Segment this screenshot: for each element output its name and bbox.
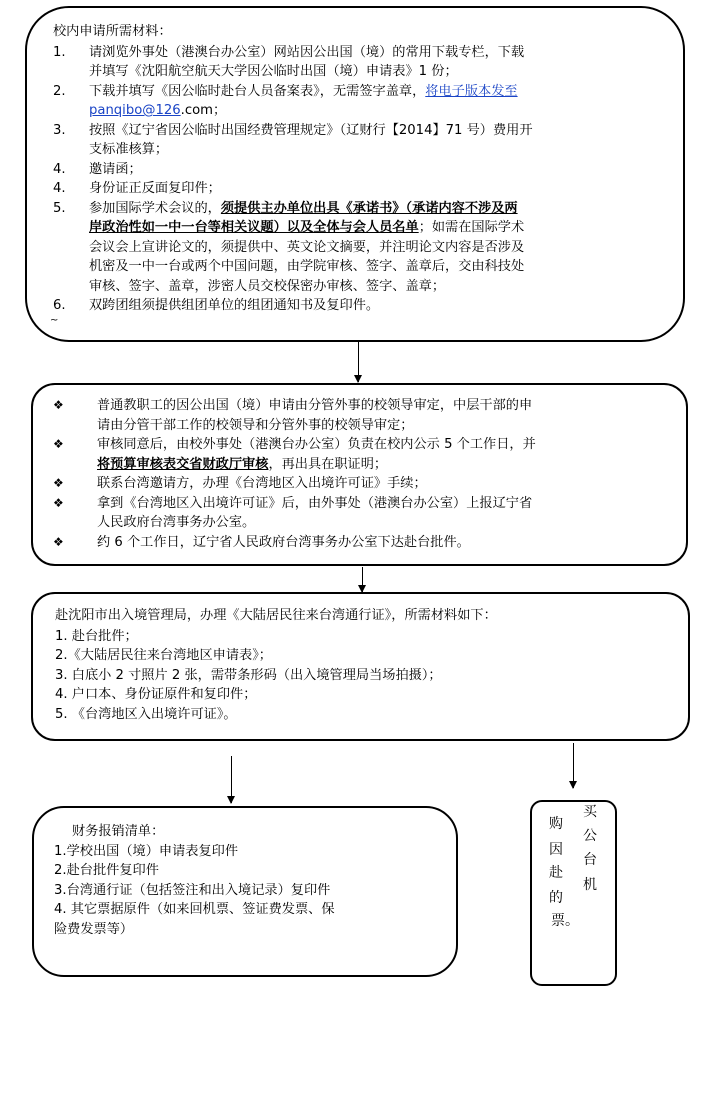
list-item: 2.《大陆居民往来台湾地区申请表》； [55,648,272,663]
stray-mark: ~ [50,315,59,326]
send-email-link[interactable]: 将电子版本发至 [425,83,518,99]
arrow-down-icon [358,342,359,382]
list-item: 1.学校出国（境）申请表复印件 [54,843,239,859]
email-address-link[interactable]: panqibo@126 [89,103,181,118]
diamond-bullet-icon: ❖ [53,437,64,451]
diamond-bullet-icon: ❖ [53,476,64,490]
vertical-text-right: 买 公 台 机 [583,804,597,893]
vertical-text-left: 购 因 赴 的 票。 [549,816,579,929]
list-item: 1. 请浏览外事处（港澳台办公室）网站因公出国（境）的常用下载专栏，下载 并填写《沈阳航空航天大学因公临时出国（境）申请表》1 份； [53,44,525,79]
list-item: 3. 白底小 2 寸照片 2 张，需带条形码（出入境管理局当场拍摄）； [55,667,442,683]
diamond-bullet-icon: ❖ [53,534,64,549]
campus-application-box [25,6,685,342]
approval-process-box [31,383,688,566]
list-item: 1. 赴台批件； [55,628,138,644]
pass-application-box [31,592,690,741]
list-item: 4. 户口本、身份证原件和复印件； [55,687,257,702]
list-item: ❖ 普通教职工的因公出国（境）申请由分管外事的校领导审定，中层干部的申 请由分管干部工作的校领导和分管外事的校领导审定； [53,398,533,433]
list-item: ❖ 约 6 个工作日，辽宁省人民政府台湾事务办公室下达赴台批件。 [53,533,670,553]
list-item: 6. 双跨团组须提供组团单位的组团通知书及复印件。 [53,298,380,313]
list-item: ❖ 拿到《台湾地区入出境许可证》后，由外事处（港澳台办公室）上报辽宁省 人民政府台湾事务办公室。 [53,495,533,530]
list-item: 4. 邀请函； [53,161,142,177]
list-item: 5. 《台湾地区入出境许可证》。 [55,706,237,722]
list-item: ❖ 审核同意后，由校外事处（港澳台办公室）负责在校内公示 5 个工作日，并 将预算审核表交省财政厅审核，再出具在职证明； [53,437,536,472]
ticket-purchase-box [530,800,617,986]
list-item: 险费发票等） [54,921,134,937]
list-item: 2.赴台批件复印件 [54,863,159,878]
list-item: 3.台湾通行证（包括签注和出入境记录）复印件 [54,882,331,898]
arrow-down-icon [573,743,574,788]
diamond-bullet-icon: ❖ [53,495,64,510]
pass-materials-title: 赴沈阳市出入境管理局，办理《大陆居民往来台湾通行证》，所需材料如下： [55,608,497,623]
campus-materials-title: 校内申请所需材料： [53,24,172,39]
diamond-bullet-icon: ❖ [53,398,64,412]
reimbursement-box [32,806,458,977]
list-item: 5. 参加国际学术会议的，须提供主办单位出具《承诺书》（承诺内容不涉及两 岸政治性如一中一台等相关议题）以及全体与会人员名单；如需在国际学术 会议会上宣讲论文的，须提供中、英文论文摘要，并注明论文内容是否涉及 机密及一中一台或两个中国问题，由学院审核、签字、盖章后，交由科技处 审核、签字、盖章，涉密人员交校保密办审核、签字、盖章； [53,200,525,294]
list-item: 2. 下载并填写《因公临时赴台人员备案表》，无需签字盖章，将电子版本发至 panqibo@126.com； [53,83,518,118]
arrow-down-icon [362,567,363,592]
reimbursement-title: 财务报销清单： [72,824,165,839]
list-item: 3. 按照《辽宁省因公临时出国经费管理规定》（辽财行【2014】71 号）费用开 支标准核算； [53,122,533,157]
list-item: 4. 身份证正反面复印件； [53,181,221,196]
arrow-down-icon [231,756,232,803]
list-item: ❖ 联系台湾邀请方，办理《台湾地区入出境许可证》手续； [53,474,670,494]
list-item: 4. 其它票据原件（如来回机票、签证费发票、保 [54,902,335,917]
